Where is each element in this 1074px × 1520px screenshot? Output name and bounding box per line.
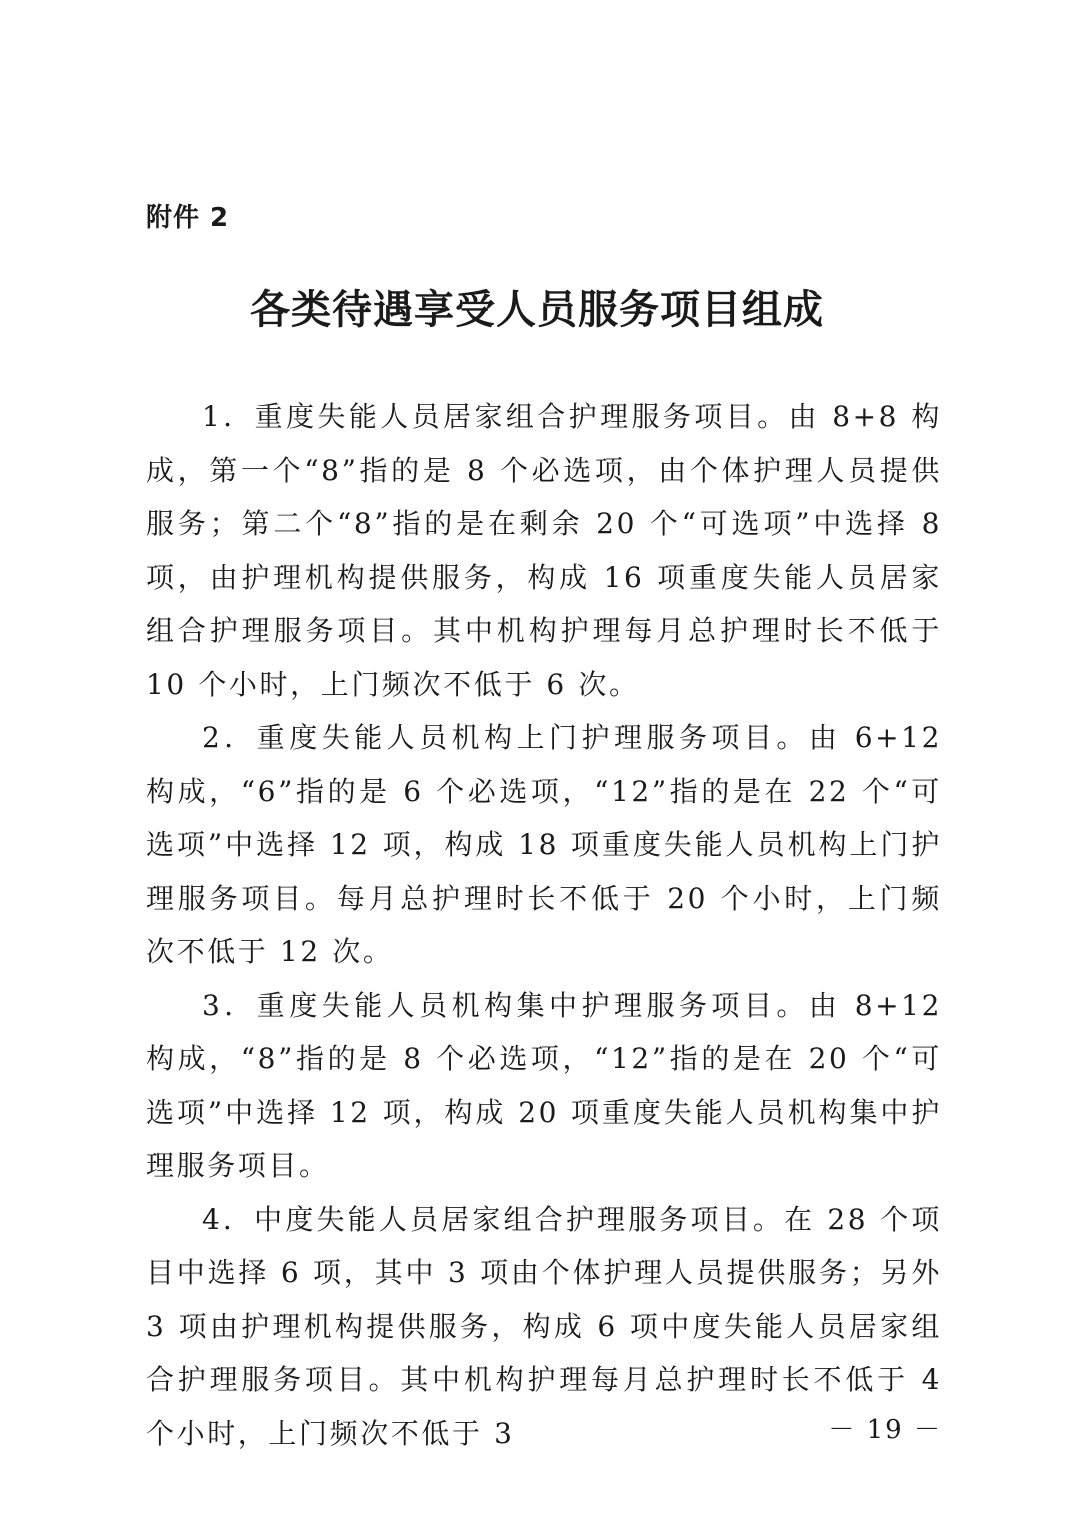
paragraph-2: 2．重度失能人员机构上门护理服务项目。由 6+12 构成，“6”指的是 6 个必选项，“12”指的是在 22 个“可选项”中选择 12 项，构成 18 项重度失能人员机构上门护理服务项目。每月总护理时长不低于 20 个小时，上门频次不低于 12 次。	[146, 721, 942, 968]
attachment-label: 附件 2	[146, 203, 230, 233]
page-number: － 19 －	[828, 1415, 942, 1445]
paragraph-4: 4．中度失能人员居家组合护理服务项目。在 28 个项目中选择 6 项，其中 3 项由个体护理人员提供服务；另外 3 项由护理机构提供服务，构成 6 项中度失能人员居家组合护理服务项目。其中机构护理每月总护理时长不低于 4 个小时，上门频次不低于 3	[146, 1202, 942, 1450]
paragraph-1: 1．重度失能人员居家组合护理服务项目。由 8+8 构成，第一个“8”指的是 8 个必选项，由个体护理人员提供服务；第二个“8”指的是在剩余 20 个“可选项”中选择 8 项，由护理机构提供服务，构成 16 项重度失能人员居家组合护理服务项目。其中机构护理每月总护理时长不低于 10 个小时，上门频次不低于 6 次。	[146, 400, 942, 701]
document-body	[146, 390, 942, 1460]
paragraph-3: 3．重度失能人员机构集中护理服务项目。由 8+12 构成，“8”指的是 8 个必选项，“12”指的是在 20 个“可选项”中选择 12 项，构成 20 项重度失能人员机构集中护理服务项目。	[146, 988, 942, 1182]
document-title: 各类待遇享受人员服务项目组成	[250, 287, 824, 333]
